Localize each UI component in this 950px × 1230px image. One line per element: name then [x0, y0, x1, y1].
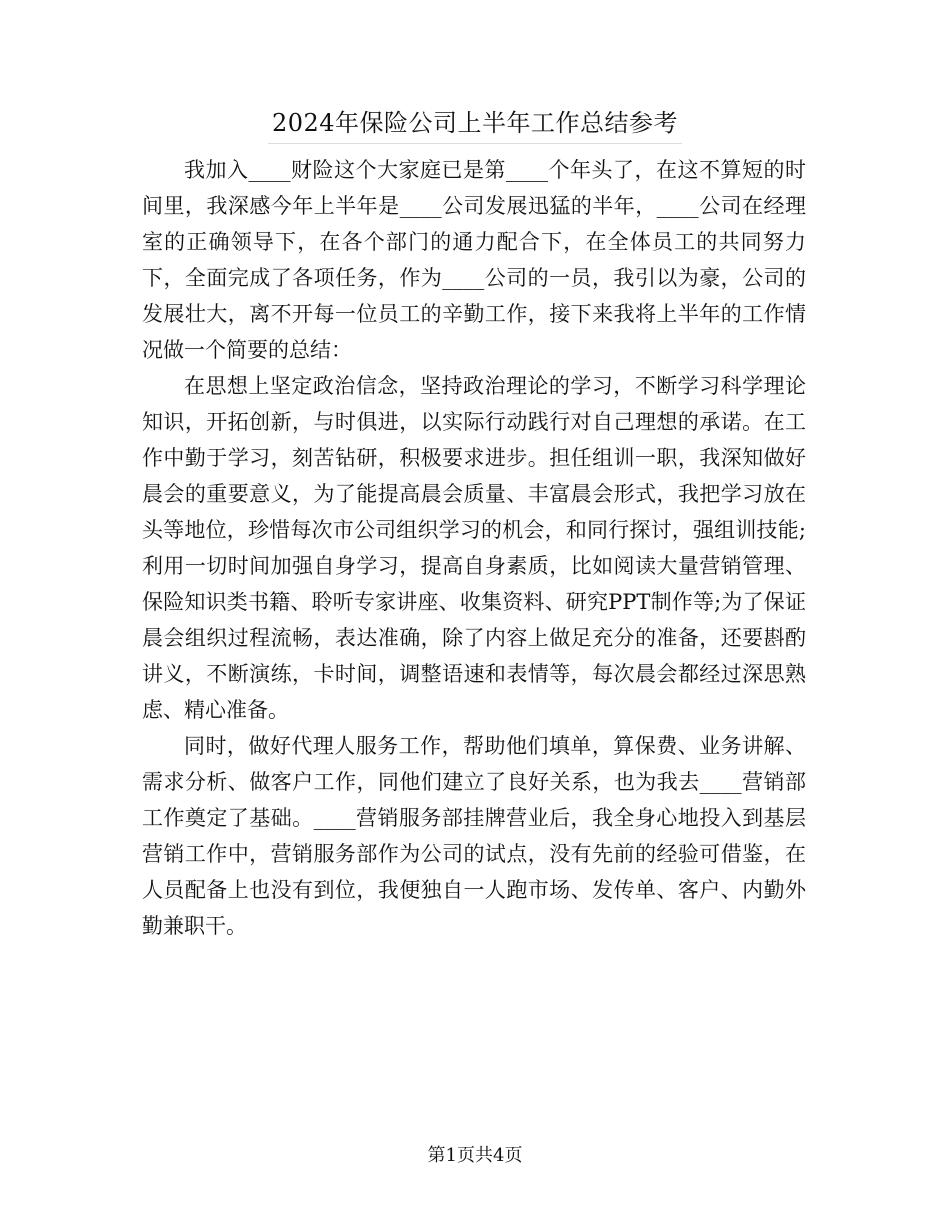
document-body [142, 152, 806, 944]
body-paragraph-1: 我加入____财险这个大家庭已是第____个年头了，在这不算短的时间里，我深感今年上半年是____公司发展迅猛的半年，____公司在经理室的正确领导下，在各个部门的通力配合下，在全体员工的共同努力下，全面完成了各项任务，作为____公司的一员，我引以为豪，公司的发展壮大，离不开每一位员工的辛勤工作，接下来我将上半年的工作情况做一个简要的总结： [142, 158, 806, 362]
body-paragraph-2: 在思想上坚定政治信念，坚持政治理论的学习，不断学习科学理论知识，开拓创新，与时俱进，以实际行动践行对自己理想的承诺。在工作中勤于学习，刻苦钻研，积极要求进步。担任组训一职，我深知做好晨会的重要意义，为了能提高晨会质量、丰富晨会形式，我把学习放在头等地位，珍惜每次市公司组织学习的机会，和同行探讨，强组训技能;利用一切时间加强自身学习，提高自身素质，比如阅读大量营销管理、保险知识类书籍、聆听专家讲座、收集资料、研究PPT制作等;为了保证晨会组织过程流畅，表达准确，除了内容上做足充分的准备，还要斟酌讲义，不断演练，卡时间，调整语速和表情等，每次晨会都经过深思熟虑、精心准备。 [142, 374, 806, 722]
title-divider [268, 143, 682, 144]
page-number-footer: 第1页共4页 [427, 1145, 523, 1166]
document-title: 2024年保险公司上半年工作总结参考 [271, 109, 679, 137]
body-paragraph-3: 同时，做好代理人服务工作，帮助他们填单，算保费、业务讲解、需求分析、做客户工作，同他们建立了良好关系，也为我去____营销部工作奠定了基础。____营销服务部挂牌营业后，我全身心地投入到基层营销工作中，营销服务部作为公司的试点，没有先前的经验可借鉴，在人员配备上也没有到位，我便独自一人跑市场、发传单、客户、内勤外勤兼职干。 [142, 734, 806, 938]
